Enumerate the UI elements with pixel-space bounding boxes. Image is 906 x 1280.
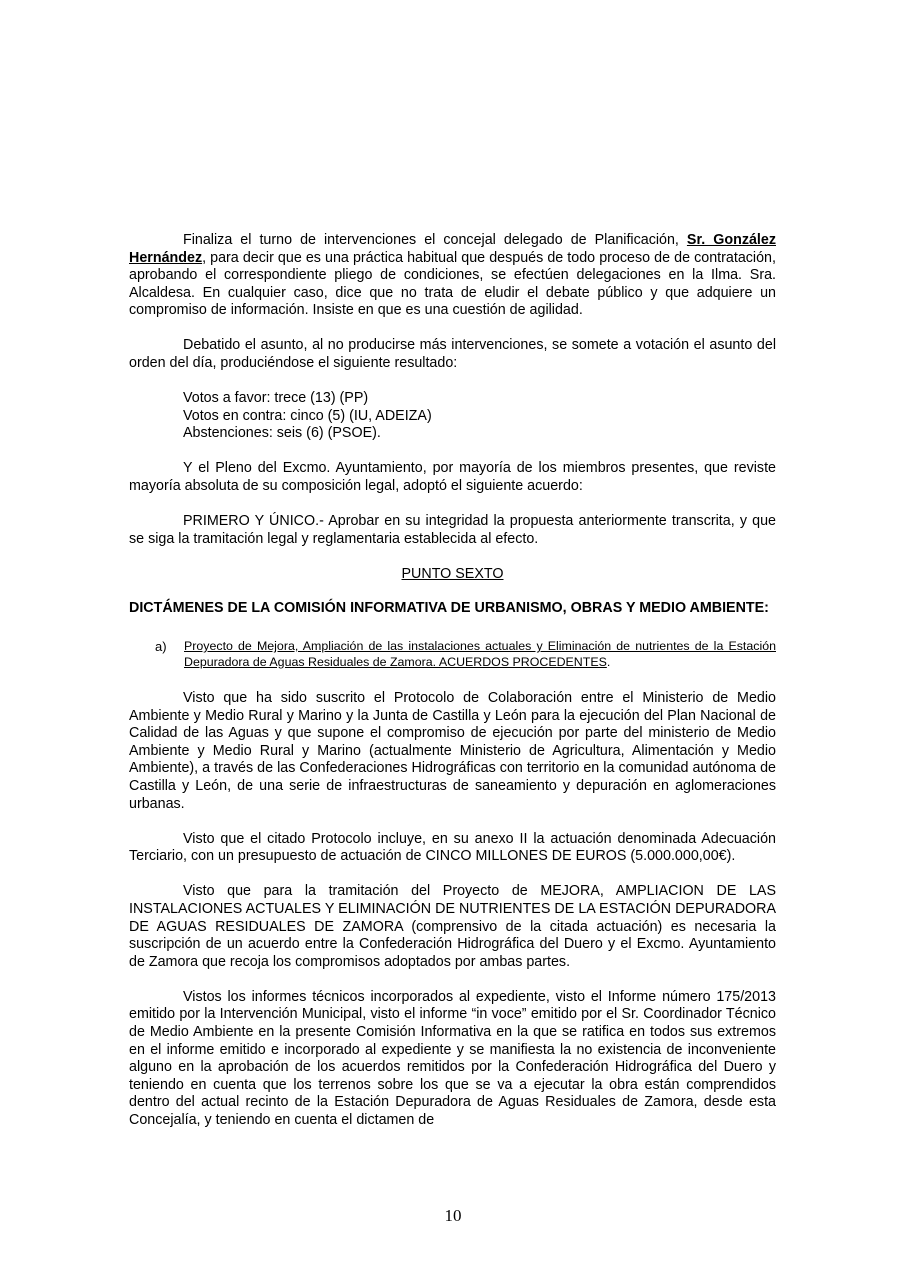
paragraph-acuerdo: PRIMERO Y ÚNICO.- Aprobar en su integridad la propuesta anteriormente transcrita, y que se siga la tramitación legal y reglamentaria establecida al efecto. — [129, 513, 776, 547]
paragraph-anexo: Visto que el citado Protocolo incluye, en su anexo II la actuación denominada Adecuación Terciario, con un presupuesto de actuación de CINCO MILLONES DE EUROS (5.000.000,00€). — [129, 830, 776, 865]
section-heading: DICTÁMENES DE LA COMISIÓN INFORMATIVA DE URBANISMO, OBRAS Y MEDIO AMBIENTE: — [129, 600, 769, 617]
page-number: 10 — [444, 1206, 462, 1225]
votes-contra: Votos en contra: cinco (5) (IU, ADEIZA) — [183, 407, 432, 424]
paragraph-text: , para decir que es una práctica habitual que después de todo proceso de de contratación, aprobando el correspondiente pliego de condiciones, se efectúen delegaciones en la Ilma. Sra. Alcaldesa. En cualquier caso, dice que no trata de eludir el debate público y que adquiere un compromiso de información. Insiste en que es una cuestión de agilidad. — [129, 249, 776, 319]
list-item-a — [129, 639, 776, 670]
list-item-label: a) — [155, 639, 167, 654]
paragraph-debate: Debatido el asunto, al no producirse más intervenciones, se somete a votación el asunto del orden del día, produciéndose el siguiente resultado: — [129, 337, 776, 372]
section-title — [129, 566, 776, 584]
list-item-text: Proyecto de Mejora, Ampliación de las instalaciones actuales y Eliminación de nutrientes de la Estación Depuradora de Aguas Residuales de Zamora. ACUERDOS PROCEDENTES — [184, 639, 776, 669]
paragraph-proyecto: Visto que para la tramitación del Proyecto de MEJORA, AMPLIACION DE LAS INSTALACIONES ACTUALES Y ELIMINACIÓN DE NUTRIENTES DE LA ESTACIÓN DEPURADORA DE AGUAS RESIDUALES DE ZAMORA (comprensivo de la citada actuación) es necesaria la suscripción de un acuerdo entre la Confederación Hidrográfica del Duero y el Excmo. Ayuntamiento de Zamora que recoja los compromisos adoptados por ambas partes. — [129, 883, 776, 970]
votes-abstenciones: Abstenciones: seis (6) (PSOE). — [183, 425, 381, 442]
paragraph-protocolo: Visto que ha sido suscrito el Protocolo de Colaboración entre el Ministerio de Medio Ambiente y Medio Rural y Marino y la Junta de Castilla y León para la ejecución del Plan Nacional de Calidad de las Aguas y que supone el compromiso de ejecución por parte del ministerio de Medio Ambiente y Medio Rural y Marino (actualmente Ministerio de Agricultura, Alimentación y Medio Ambiente), a través de las Confederaciones Hidrográficas con territorio en la comunidad autónoma de Castilla y León, de una serie de infraestructuras de saneamiento y depuración en aglomeraciones urbanas. — [129, 690, 776, 812]
paragraph-text: Finaliza el turno de intervenciones el concejal delegado de Planificación, — [183, 232, 687, 248]
document-body — [129, 232, 776, 1130]
list-item-end: . — [606, 654, 611, 669]
vote-results — [183, 390, 776, 443]
paragraph-intervention — [129, 232, 776, 320]
paragraph-pleno: Y el Pleno del Excmo. Ayuntamiento, por mayoría de los miembros presentes, que reviste mayoría absoluta de su composición legal, adoptó el siguiente acuerdo: — [129, 460, 776, 495]
paragraph-informes: Vistos los informes técnicos incorporados al expediente, visto el Informe número 175/2013 emitido por la Intervención Municipal, visto el informe “in voce” emitido por el Sr. Coordinador Técnico de Medio Ambiente en la presente Comisión Informativa en la que se ratifica en todos sus extremos en el informe emitido e incorporado al expediente y se manifiesta la no existencia de inconveniente alguno en la aprobación de los acuerdos remitidos por la Confederación Hidrográfica del Duero y teniendo en cuenta que los terrenos sobre los que se va a ejecutar la obra están comprendidos dentro del actual recinto de la Estación Depuradora de Aguas Residuales de Zamora, desde esta Concejalía, y teniendo en cuenta el dictamen de — [129, 988, 776, 1128]
votes-favor: Votos a favor: trece (13) (PP) — [183, 390, 369, 407]
speaker-name: Sr. González Hernández — [129, 232, 776, 266]
section-title-text: PUNTO SEXTO — [401, 565, 504, 582]
